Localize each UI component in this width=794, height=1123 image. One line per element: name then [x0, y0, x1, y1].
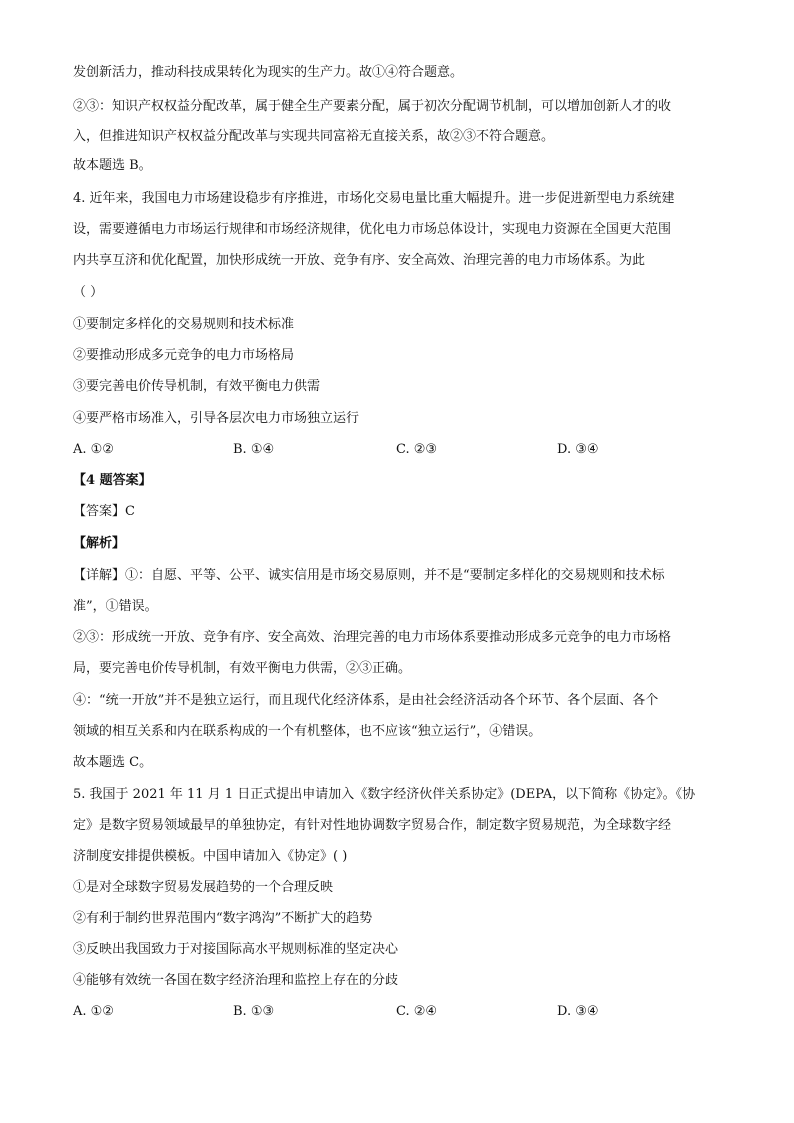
q5-option-a: A. ①② — [73, 1004, 114, 1019]
q4-option-b: B. ①④ — [233, 442, 275, 457]
q4-item-4: ④要严格市场准入，引导各层次电力市场独立运行 — [73, 411, 360, 426]
q4-option-a: A. ①② — [73, 442, 114, 457]
q5-item-3: ③反映出我国致力于对接国际高水平规则标准的坚定决心 — [73, 942, 399, 957]
q5-stem-line-3: 济制度安排提供模板。中国申请加入《协定》( ) — [73, 849, 348, 864]
q4-answer-blank: （ ） — [73, 285, 104, 300]
q4-detail-line-2: 准”，①错误。 — [73, 599, 158, 614]
q4-detail-line-6: 领域的相互关系和内在联系构成的一个有机整体，也不应该“独立运行”，④错误。 — [73, 724, 542, 739]
prev-analysis-line-2: ②③：知识产权权益分配改革，属于健全生产要素分配，属于初次分配调节机制，可以增加创新人才的收 — [73, 99, 672, 114]
q4-stem-line-3: 内共享互济和优化配置，加快形成统一开放、竞争有序、安全高效、治理完善的电力市场体系。为此 — [73, 253, 646, 268]
q4-item-1: ①要制定多样化的交易规则和技术标准 — [73, 317, 295, 332]
q4-analysis-header: 【解析】 — [73, 536, 126, 551]
q5-option-d: D. ③④ — [557, 1004, 599, 1019]
q4-conclusion: 故本题选 C。 — [73, 755, 153, 770]
q4-stem-line-1: 4. 近年来，我国电力市场建设稳步有序推进，市场化交易电量比重大幅提升。进一步促进新型电力系统建 — [73, 191, 675, 206]
prev-analysis-line-3: 入，但推进知识产权权益分配改革与实现共同富裕无直接关系，故②③不符合题意。 — [73, 129, 555, 144]
q4-detail-line-5: ④：“统一开放”并不是独立运行，而且现代化经济体系，是由社会经济活动各个环节、各个层面、各个 — [73, 693, 659, 708]
q5-stem-line-2: 定》是数字贸易领域最早的单独协定，有针对性地协调数字贸易合作，制定数字贸易规范，为全球数字经 — [73, 818, 672, 833]
prev-conclusion: 故本题选 B。 — [73, 158, 152, 173]
q4-answer-header: 【4 题答案】 — [73, 473, 152, 488]
q4-item-2: ②要推动形成多元竞争的电力市场格局 — [73, 348, 295, 363]
q4-option-c: C. ②③ — [396, 442, 438, 457]
q5-item-4: ④能够有效统一各国在数字经济治理和监控上存在的分歧 — [73, 973, 399, 988]
q4-option-d: D. ③④ — [557, 442, 599, 457]
q5-item-2: ②有利于制约世界范围内“数字鸿沟”不断扩大的趋势 — [73, 911, 373, 926]
q5-option-b: B. ①③ — [233, 1004, 275, 1019]
q5-stem-line-1: 5. 我国于 2021 年 11 月 1 日正式提出申请加入《数字经济伙伴关系协定》(DEPA，以下简称《协定》。《协 — [73, 787, 696, 802]
prev-analysis-line-1: 发创新活力，推动科技成果转化为现实的生产力。故①④符合题意。 — [73, 65, 464, 80]
q4-detail-line-4: 局，要完善电价传导机制，有效平衡电力供需，②③正确。 — [73, 661, 412, 676]
q4-detail-line-1: 【详解】①：自愿、平等、公平、诚实信用是市场交易原则，并不是“要制定多样化的交易规则和技术标 — [73, 568, 665, 583]
q4-answer: 【答案】C — [73, 504, 135, 519]
q4-stem-line-2: 设，需要遵循电力市场运行规律和市场经济规律，优化电力市场总体设计，实现电力资源在全国更大范围 — [73, 222, 672, 237]
q5-option-c: C. ②④ — [396, 1004, 438, 1019]
q5-item-1: ①是对全球数字贸易发展趋势的一个合理反映 — [73, 880, 334, 895]
q4-item-3: ③要完善电价传导机制，有效平衡电力供需 — [73, 379, 321, 394]
q4-detail-line-3: ②③：形成统一开放、竞争有序、安全高效、治理完善的电力市场体系要推动形成多元竞争的电力市场格 — [73, 630, 672, 645]
